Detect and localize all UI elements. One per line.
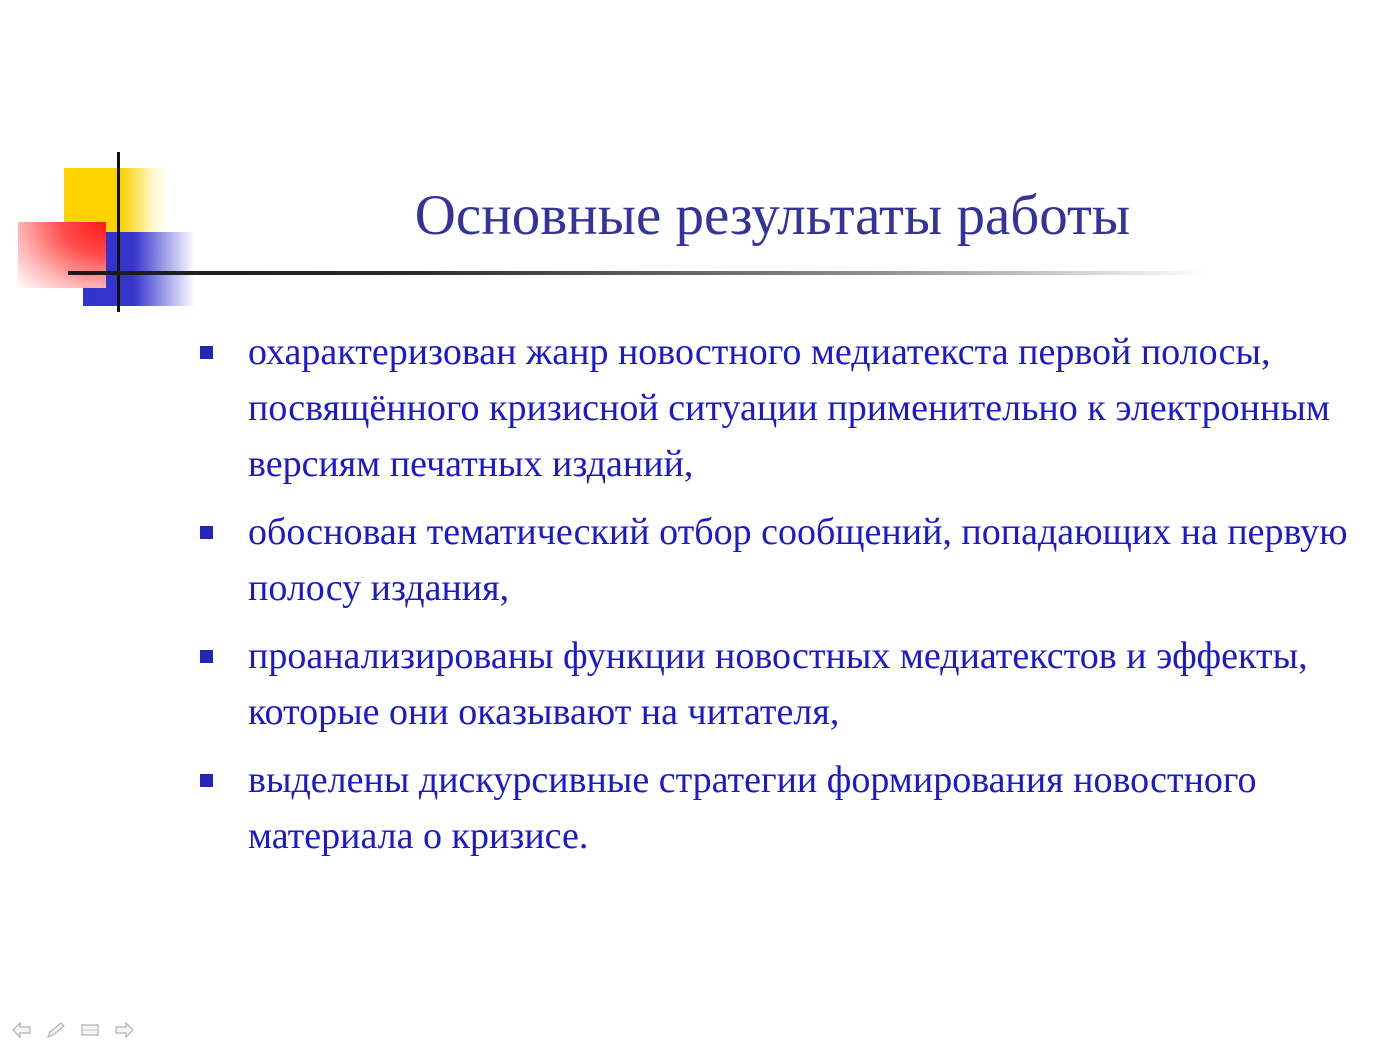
- decorative-vertical-line: [117, 152, 120, 312]
- bullet-item: [196, 752, 1376, 864]
- bullet-text: проанализированы функции новостных медиатекстов и эффекты, которые они оказывают на читателя,: [248, 635, 1308, 733]
- bullet-text: охарактеризован жанр новостного медиатекста первой полосы, посвящённого кризисной ситуации применительно к электронным версиям печатных изданий,: [248, 331, 1330, 485]
- bullet-text: обоснован тематический отбор сообщений, попадающих на первую полосу издания,: [248, 511, 1348, 609]
- bullet-square-icon: [200, 650, 213, 663]
- bullet-text: выделены дискурсивные стратегии формирования новостного материала о кризисе.: [248, 759, 1257, 857]
- decorative-red-square: [18, 222, 106, 288]
- bullet-item: [196, 324, 1376, 492]
- forward-arrow-icon[interactable]: [112, 1018, 136, 1042]
- bullet-item: [196, 504, 1376, 616]
- bullet-square-icon: [200, 774, 213, 787]
- slideshow-navigation: [10, 1018, 136, 1042]
- pen-icon[interactable]: [44, 1018, 68, 1042]
- bullet-square-icon: [200, 526, 213, 539]
- bullet-item: [196, 628, 1376, 740]
- slide-title: Основные результаты работы: [414, 184, 1131, 247]
- title-underline-rule: [68, 271, 1208, 275]
- back-arrow-icon[interactable]: [10, 1018, 34, 1042]
- bullet-list: [196, 324, 1376, 876]
- menu-icon[interactable]: [78, 1018, 102, 1042]
- bullet-square-icon: [200, 346, 213, 359]
